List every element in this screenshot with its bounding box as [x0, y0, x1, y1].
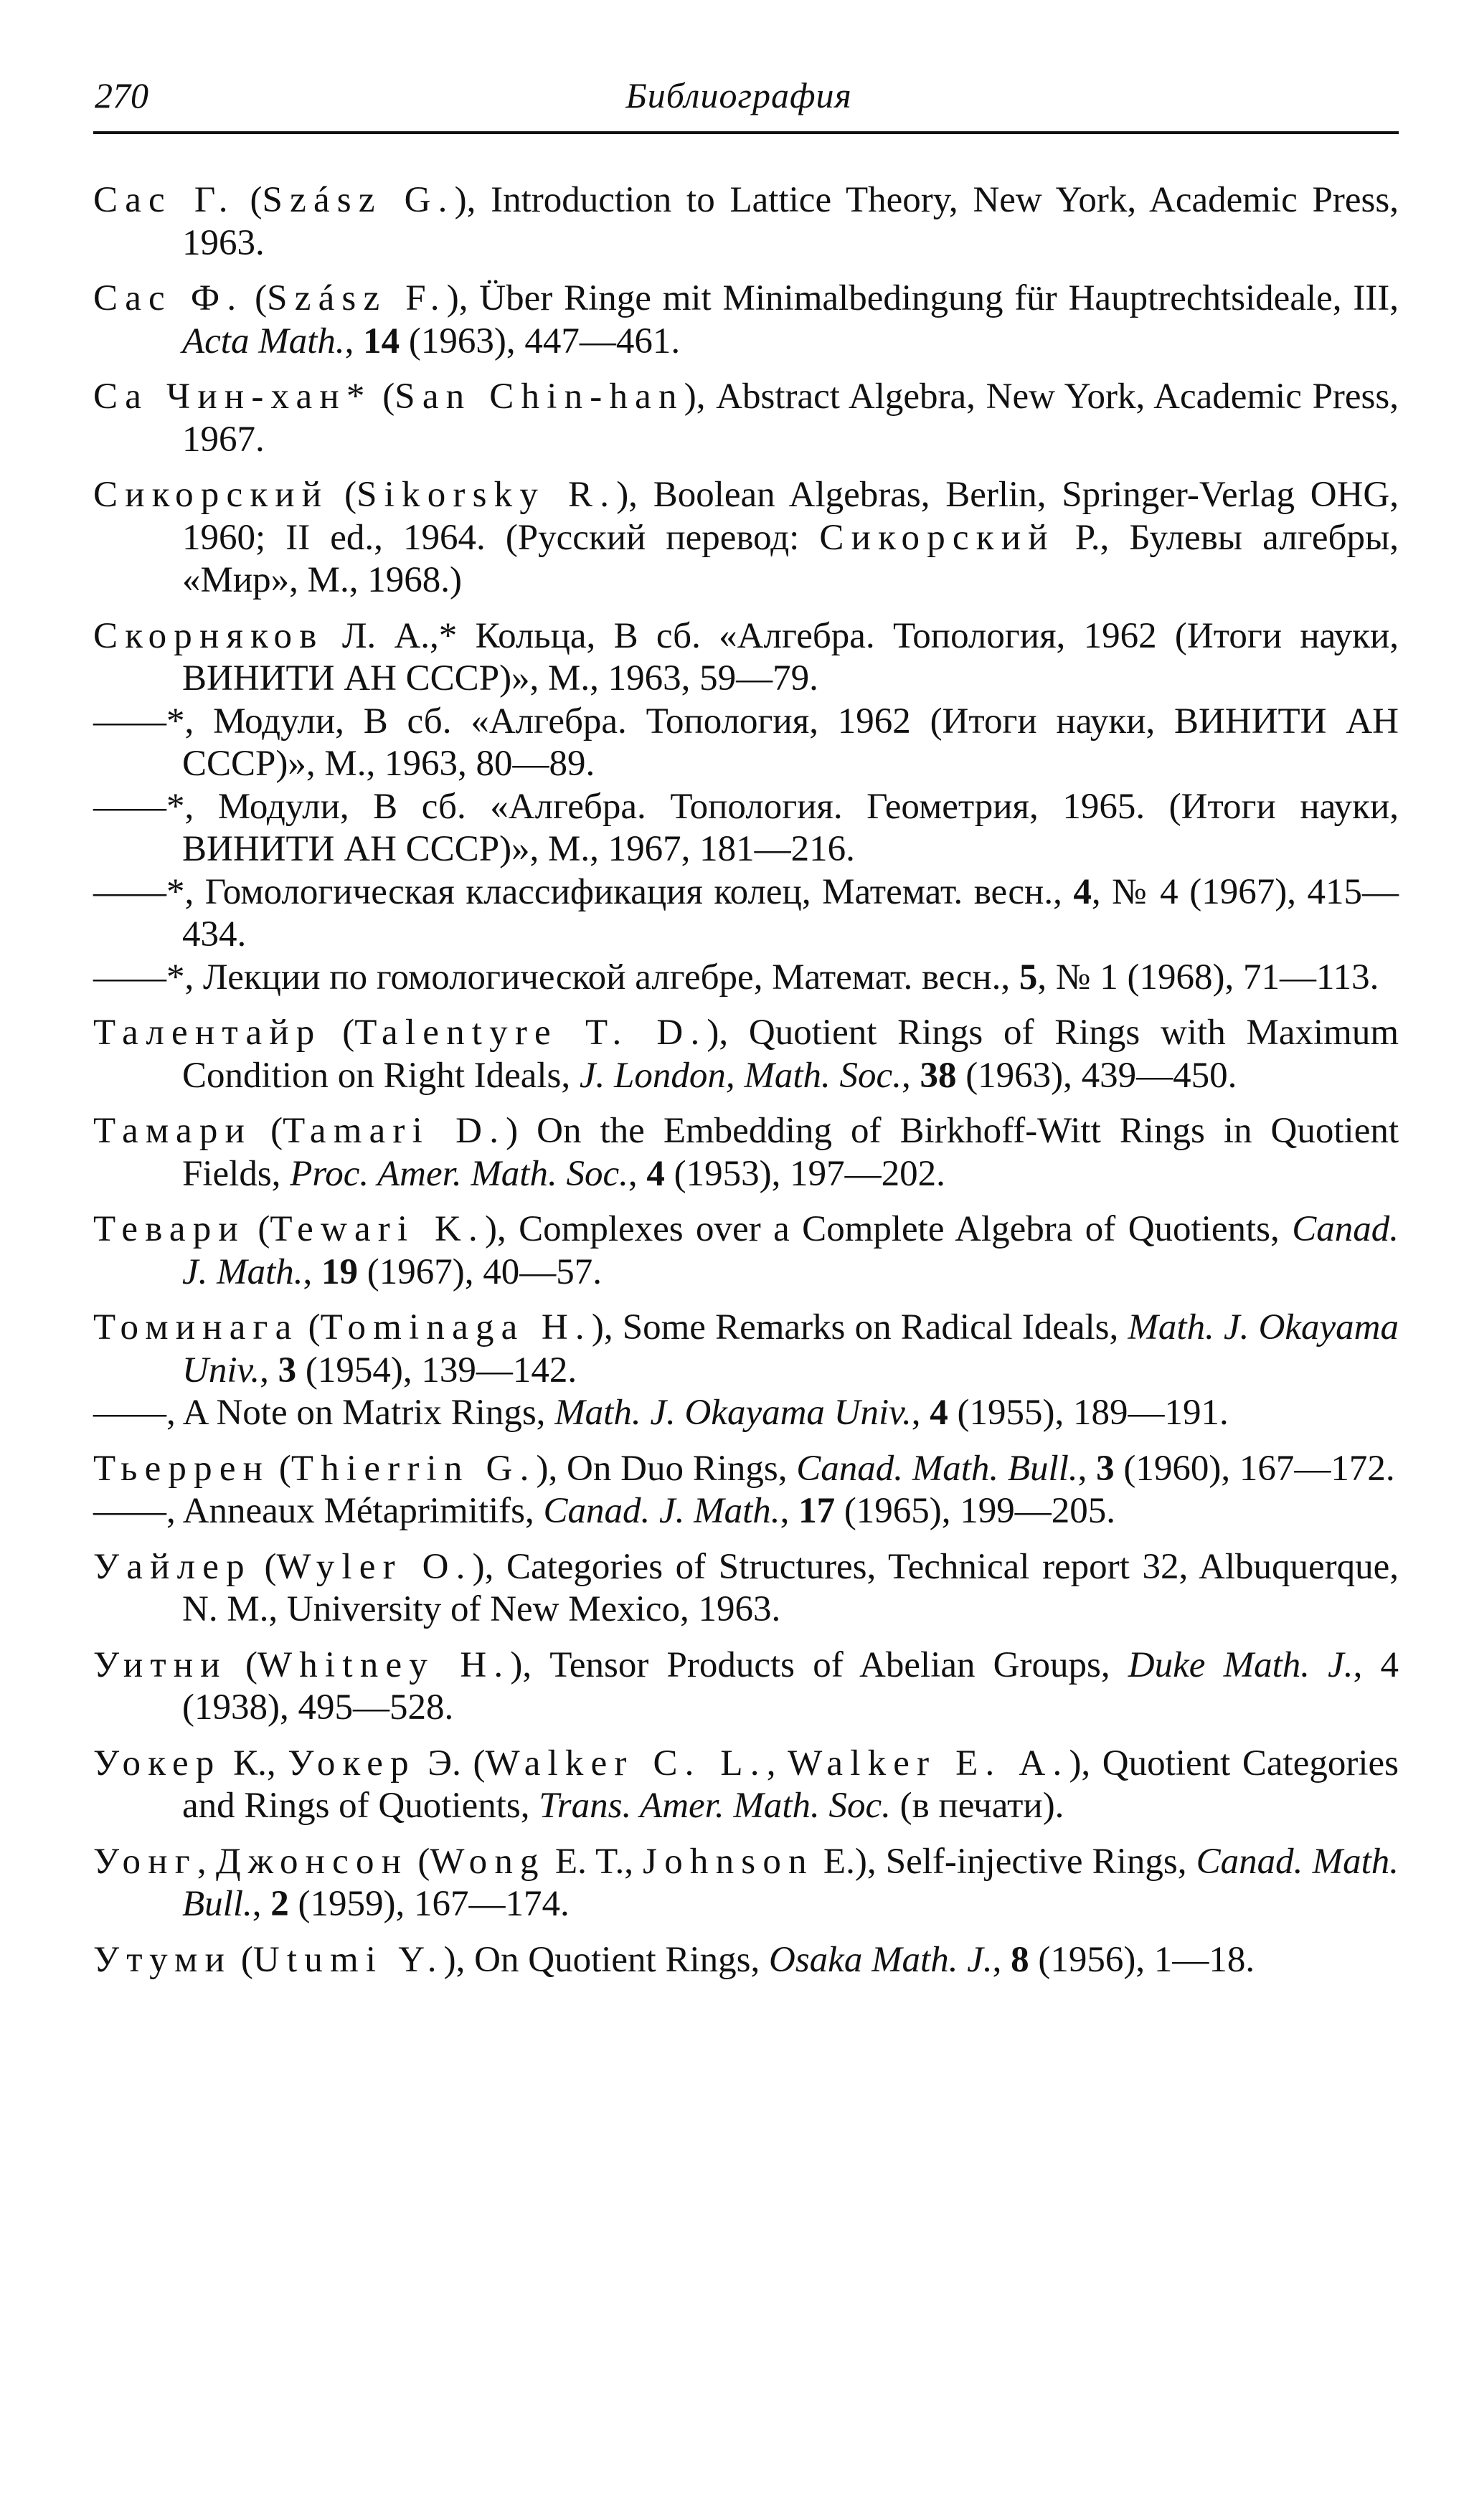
- journal-title: Canad. J. Math.: [182, 1209, 1399, 1292]
- bibliography-entry: Са Чин-хан* (San Chin-han), Abstract Algebra, New York, Academic Press, 1967.: [93, 376, 1399, 460]
- separator: ,: [901, 1055, 920, 1096]
- journal-title: Duke Math. J.: [1128, 1644, 1354, 1685]
- author-name: Джонсон: [215, 1841, 409, 1882]
- separator: ,: [303, 1251, 322, 1292]
- author-latin: Wyler O.: [276, 1546, 473, 1587]
- entry-text: ——*, Гомологическая классификация колец, Математ. весн.,: [93, 871, 1074, 912]
- bibliography-entry: [93, 786, 1399, 871]
- bibliography-entry: Уайлер (Wyler O.), Categories of Structures, Technical report 32, Albuquerque, N. M., University of New Mexico, 1963.: [93, 1546, 1399, 1629]
- entry-text: ), Complexes over a Complete Algebra of Quotients,: [484, 1209, 1293, 1249]
- bibliography-entry: [93, 871, 1399, 957]
- bibliography-entry: Тевари (Tewari K.), Complexes over a Complete Algebra of Quotients, Canad. J. Math., 19 (1967), 40—57.: [93, 1209, 1399, 1292]
- entry-text: ), Tensor Products of Abelian Groups,: [510, 1644, 1128, 1685]
- entry-text: Р., Булевы алгебры, «Мир», М., 1968.): [182, 517, 1399, 600]
- author-latin: Szász G.: [262, 180, 455, 220]
- author-name: Тьеррен: [93, 1448, 270, 1489]
- entry-text: ——*, Лекции по гомологической алгебре, Математ. весн.,: [93, 957, 1019, 998]
- author-latin: Szász F.: [267, 278, 447, 318]
- volume-number: 38: [920, 1055, 957, 1096]
- author-name: Утуми: [93, 1939, 232, 1980]
- bibliography-entry: Сас Ф. (Szász F.), Über Ringe mit Minimalbedingung für Hauptrechtsideale, III, Acta Math., 14 (1963), 447—461.: [93, 278, 1399, 361]
- bibliography-list: [93, 179, 1399, 1981]
- entry-text: Л. А.,* Кольца, В сб. «Алгебра. Топология, 1962 (Итоги науки, ВИНИТИ АН СССР)», М., 1963, 59—79.: [182, 615, 1399, 698]
- bibliography-entry: Сас Г. (Szász G.), Introduction to Lattice Theory, New York, Academic Press, 1963.: [93, 180, 1399, 263]
- entry-text: ——*, Модули, В сб. «Алгебра. Топология, 1962 (Итоги науки, ВИНИТИ АН СССР)», М., 1963, 80—89.: [93, 701, 1399, 784]
- entry-text: (1963), 447—461.: [400, 321, 681, 361]
- volume-number: 2: [270, 1884, 289, 1924]
- entry-text: ), Categories of Structures, Technical report 32, Albuquerque, N. M., University of New Mexico, 1963.: [182, 1546, 1399, 1629]
- author-latin: Tominaga H.: [320, 1307, 592, 1347]
- entry-text: ), On Duo Rings,: [536, 1448, 797, 1489]
- entry-text: (1955), 189—191.: [948, 1393, 1229, 1433]
- volume-number: 4: [930, 1393, 948, 1433]
- entry-text: ), Some Remarks on Radical Ideals,: [591, 1307, 1128, 1347]
- author-name: Сас Ф.: [93, 278, 244, 318]
- author-name: Сикорский: [93, 475, 329, 515]
- entry-text: (1963), 439—450.: [956, 1055, 1237, 1096]
- journal-title: Trans. Amer. Math. Soc.: [539, 1786, 891, 1826]
- entry-text: (1967), 40—57.: [358, 1251, 603, 1292]
- author-name: Тамари: [93, 1111, 252, 1151]
- entry-text: , № 4 (1967), 415—434.: [182, 871, 1399, 955]
- journal-title: Math. J. Okayama Univ.: [182, 1307, 1399, 1391]
- author-name: Уонг: [93, 1841, 197, 1882]
- entry-text: (1956), 1—18.: [1029, 1939, 1255, 1980]
- bibliography-entry: [93, 1841, 1399, 1926]
- journal-title: Proc. Amer. Math. Soc.: [290, 1153, 628, 1194]
- author-name: Томинага: [93, 1307, 299, 1347]
- separator: ,: [1077, 1448, 1097, 1489]
- bibliography-entry: [93, 1392, 1399, 1435]
- author-latin: Johnson: [643, 1841, 814, 1882]
- volume-number: 4: [1073, 871, 1092, 912]
- separator: ,: [911, 1393, 930, 1433]
- bibliography-entry: [93, 1743, 1399, 1828]
- separator: ,: [780, 1491, 799, 1531]
- journal-title: Canad. Math. Bull.: [796, 1448, 1078, 1489]
- entry-text: (1965), 199—205.: [835, 1491, 1116, 1531]
- author-latin: San Chin-han: [395, 376, 684, 417]
- author-latin: Utumi Y.: [252, 1939, 444, 1980]
- entry-text: ——, Anneaux Métaprimitifs,: [93, 1491, 544, 1531]
- entry-text: , 4 (1938), 495—528.: [182, 1644, 1399, 1728]
- bibliography-entry: [93, 615, 1399, 701]
- entry-text: ,: [766, 1743, 788, 1784]
- entry-text: (1959), 167—174.: [288, 1884, 570, 1924]
- bibliography-entry: Уитни (Whitney H.), Tensor Products of Abelian Groups, Duke Math. J., 4 (1938), 495—528.: [93, 1644, 1399, 1728]
- volume-number: 5: [1019, 957, 1038, 998]
- author-name: Тевари: [93, 1209, 245, 1249]
- volume-number: 3: [1096, 1448, 1115, 1489]
- separator: ,: [344, 321, 364, 361]
- author-latin: Talentyre T. D.: [354, 1013, 707, 1053]
- bibliography-entry: Томинага (Tominaga H.), Some Remarks on Radical Ideals, Math. J. Okayama Univ., 3 (1954), 139—142.: [93, 1307, 1399, 1391]
- author-name: Уайлер: [93, 1546, 252, 1587]
- separator: ,: [260, 1350, 278, 1391]
- page-header: [72, 69, 1406, 126]
- entry-text: (1954), 139—142.: [296, 1350, 577, 1391]
- entry-text: ), Abstract Algebra, New York, Academic Press, 1967.: [182, 376, 1399, 460]
- entry-text: ), Quotient Rings of Rings with Maximum Condition on Right Ideals,: [182, 1013, 1399, 1096]
- entry-text: ——, A Note on Matrix Rings,: [93, 1393, 555, 1433]
- author-name: Уокер: [93, 1743, 222, 1784]
- bibliography-entry: Талентайр (Talentyre T. D.), Quotient Rings of Rings with Maximum Condition on Right Ideals, J. London, Math. Soc., 38 (1963), 439—450.: [93, 1013, 1399, 1096]
- header-rule: [93, 131, 1399, 134]
- author-name: Уокер: [288, 1743, 416, 1784]
- entry-text: ), Über Ringe mit Minimalbedingung für Hauptrechtsideale, III,: [446, 278, 1399, 318]
- author-latin: Thierrin G.: [291, 1448, 537, 1489]
- author-latin: Wong: [430, 1841, 546, 1882]
- author-name: Скорняков: [93, 615, 324, 656]
- bibliography-entry: Утуми (Utumi Y.), On Quotient Rings, Osaka Math. J., 8 (1956), 1—18.: [93, 1939, 1255, 1980]
- journal-title: Canad. J. Math.: [543, 1491, 780, 1531]
- bibliography-entry: [93, 1490, 1399, 1533]
- entry-text: ), On Quotient Rings,: [443, 1939, 769, 1980]
- author-name: Талентайр: [93, 1013, 322, 1053]
- entry-text: (: [408, 1841, 430, 1882]
- volume-number: 3: [278, 1350, 297, 1391]
- entry-text: ,: [197, 1841, 216, 1882]
- volume-number: 8: [1011, 1939, 1029, 1980]
- journal-title: Math. J. Okayama Univ.: [554, 1393, 912, 1433]
- volume-number: 19: [321, 1251, 359, 1292]
- entry-text: , № 1 (1968), 71—113.: [1037, 957, 1379, 998]
- entry-text: (1960), 167—172.: [1114, 1448, 1395, 1489]
- journal-title: Canad. Math. Bull.: [182, 1841, 1399, 1924]
- author-latin: Whitney H.: [257, 1644, 511, 1685]
- entry-text: ), Introduction to Lattice Theory, New York, Academic Press, 1963.: [182, 180, 1399, 263]
- separator: ,: [252, 1884, 271, 1924]
- author-latin: Walker E. A.: [788, 1743, 1069, 1784]
- author-latin: Tamari D.: [283, 1111, 506, 1151]
- entry-text: ——*, Модули, В сб. «Алгебра. Топология. Геометрия, 1965. (Итоги науки, ВИНИТИ АН СССР)», М., 1967, 181—216.: [93, 786, 1399, 869]
- bibliography-entry: Сикорский (Sikorsky R.), Boolean Algebras, Berlin, Springer-Verlag OHG, 1960; II ed., 1964. (Русский перевод: Сикорский Р., Булевы алгебры, «Мир», М., 1968.): [93, 475, 1399, 600]
- separator: ,: [628, 1153, 647, 1194]
- author-name: Сас Г.: [93, 180, 235, 220]
- journal-title: Osaka Math. J.: [769, 1939, 993, 1980]
- entry-text: ), Quotient Categories and Rings of Quotients,: [182, 1743, 1399, 1826]
- entry-text: (в печати).: [890, 1786, 1064, 1826]
- bibliography-entry: [93, 701, 1399, 786]
- volume-number: 17: [798, 1491, 836, 1531]
- entry-text: Э. (: [415, 1743, 486, 1784]
- volume-number: 4: [646, 1153, 665, 1194]
- entry-text: ), Boolean Algebras, Berlin, Springer-Verlag OHG, 1960; II ed., 1964. (Русский перевод:: [182, 475, 1399, 558]
- author-name: Сикорский: [819, 517, 1055, 558]
- author-latin: Walker C. L.: [485, 1743, 767, 1784]
- author-latin: Sikorsky R.: [356, 475, 617, 515]
- entry-text: (1953), 197—202.: [664, 1153, 945, 1194]
- bibliography-entry: Тамари (Tamari D.) On the Embedding of Birkhoff-Witt Rings in Quotient Fields, Proc. Amer. Math. Soc., 4 (1953), 197—202.: [93, 1111, 1399, 1194]
- entry-text: E.), Self-injective Rings,: [813, 1841, 1196, 1882]
- author-latin: Tewari K.: [270, 1209, 485, 1249]
- bibliography-entry: [93, 957, 1399, 1000]
- running-title: Библиография: [625, 75, 852, 115]
- entry-text: ) On the Embedding of Birkhoff-Witt Rings in Quotient Fields,: [182, 1111, 1399, 1194]
- journal-title: J. London, Math. Soc.: [579, 1055, 902, 1096]
- entry-text: К.,: [221, 1743, 288, 1784]
- author-name: Са Чин-хан*: [93, 376, 372, 417]
- author-name: Уитни: [93, 1644, 227, 1685]
- bibliography-entry: Тьеррен (Thierrin G.), On Duo Rings, Canad. Math. Bull., 3 (1960), 167—172.: [93, 1448, 1395, 1489]
- page-number: 270: [95, 75, 148, 115]
- journal-title: Acta Math.: [182, 321, 345, 361]
- separator: ,: [992, 1939, 1011, 1980]
- volume-number: 14: [363, 321, 400, 361]
- entry-text: E. T.,: [545, 1841, 643, 1882]
